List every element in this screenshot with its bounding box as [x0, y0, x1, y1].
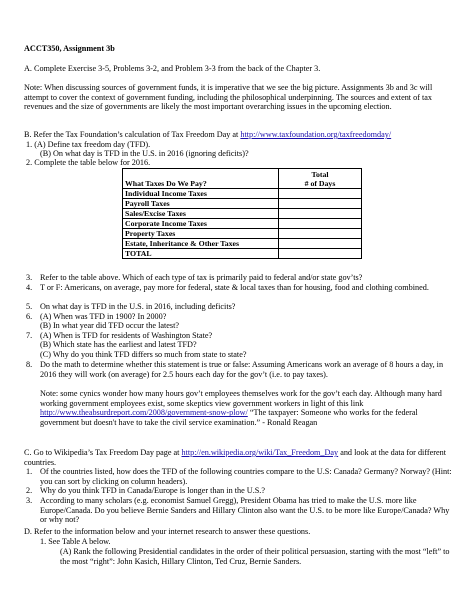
table-row: Individual Income Taxes	[123, 189, 362, 199]
b8-note: Note: some cynics wonder how many hours gov’t employees themselves work for the gov’t each day. Although many hard working government employees exist, some skeptics view government workers in light of this link http://www.theabsurdreport.com/2008/government-snow-plow/ “The taxpayer: Someone who works for the federal government but doesn't have to take the civil service examination.” - Ronald Reagan	[40, 389, 442, 428]
d1: 1. See Table A below.	[40, 537, 111, 546]
wikipedia-link[interactable]: http://en.wikipedia.org/wiki/Tax_Freedom_Day	[181, 448, 339, 457]
b7a: 7. (A) When is TFD for residents of Washington State?	[26, 331, 213, 340]
b7c: (C) Why do you think TFD differs so much from state to state?	[40, 350, 247, 359]
taxfoundation-link[interactable]: http://www.taxfoundation.org/taxfreedomday/	[240, 130, 392, 139]
days-cell[interactable]	[279, 249, 362, 259]
days-cell[interactable]	[279, 229, 362, 239]
assignment-title: ACCT350, Assignment 3b	[24, 44, 115, 53]
days-cell[interactable]	[279, 199, 362, 209]
b8: 8. Do the math to determine whether this statement is true or false: Assuming Americans work an average of 8 hours a day, in 2016 they will work (on average) for 2.5 hours each day for the gov’t (i.e. to pay taxes).	[26, 360, 444, 379]
part-d: D. Refer to the information below and your internet research to answer these questions.	[24, 527, 311, 536]
tax-table	[122, 168, 362, 259]
c3: 3. According to many scholars (e.g. economist Samuel Gregg), President Obama has tried to make the U.S. more like Europe/Canada. Do you believe Bernie Sanders and Hillary Clinton also want the U.S. to be more like Europe/Canada? Why or why not?	[26, 496, 450, 525]
table-row: Property Taxes	[123, 229, 362, 239]
b6a: 6. (A) When was TFD in 1900? In 2000?	[26, 312, 167, 321]
c1: 1. Of the countries listed, how does the TFD of the following countries compare to the U.S: Canada? Germany? Norway? (Hint: you can sort by clicking on column headers).	[26, 467, 452, 486]
b2: 2. Complete the table below for 2016.	[26, 158, 151, 167]
c2: 2. Why do you think TFD in Canada/Europe is longer than in the U.S.?	[26, 486, 265, 495]
table-row: TOTAL	[123, 249, 362, 259]
b1-a: 1. (A) Define tax freedom day (TFD).	[26, 140, 151, 149]
absurd-report-link[interactable]: http://www.theabsurdreport.com/2008/government-snow-plow/	[40, 408, 248, 418]
d1a: (A) Rank the following Presidential candidates in the order of their political persuasion, starting with the most “left” to the most “right”: John Kasich, Hillary Clinton, Ted Cruz, Bernie Sanders.	[60, 547, 450, 566]
days-cell[interactable]	[279, 209, 362, 219]
table-row: Corporate Income Taxes	[123, 219, 362, 229]
table-header-row	[123, 169, 362, 189]
part-b-intro: B. Refer the Tax Foundation’s calculation of Tax Freedom Day at http://www.taxfoundation.org/taxfreedomday/	[24, 130, 392, 139]
b5: 5. On what day is TFD in the U.S. in 2016, including deficits?	[26, 302, 236, 311]
part-a: A. Complete Exercise 3-5, Problems 3-2, and Problem 3-3 from the back of the Chapter 3.	[24, 64, 321, 73]
table-row: Sales/Excise Taxes	[123, 209, 362, 219]
table-header-col2: Total # of Days	[279, 169, 362, 189]
table-header-col1: What Taxes Do We Pay?	[123, 169, 279, 189]
days-cell[interactable]	[279, 219, 362, 229]
table-row: Estate, Inheritance & Other Taxes	[123, 239, 362, 249]
b3: 3. Refer to the table above. Which of each type of tax is primarily paid to federal and/or state gov’ts?	[26, 273, 363, 282]
b6b: (B) In what year did TFD occur the latest?	[40, 321, 179, 330]
b7b: (B) Which state has the earliest and latest TFD?	[40, 340, 197, 349]
table-row: Payroll Taxes	[123, 199, 362, 209]
note-paragraph: Note: When discussing sources of government funds, it is imperative that we see the big picture. Assignments 3b and 3c will attempt to cover the context of government funding, including the philosophical underpinning. The sources and extent of tax revenues and the size of governments are likely the most important overarching issues in the upcoming election.	[24, 83, 433, 112]
days-cell[interactable]	[279, 189, 362, 199]
part-c-intro: C. Go to Wikipedia’s Tax Freedom Day page at http://en.wikipedia.org/wiki/Tax_Freedom_Day and look at the data for different countries.	[24, 448, 446, 467]
b4: 4. T or F: Americans, on average, pay more for federal, state & local taxes than for housing, food and clothing combined.	[26, 283, 429, 292]
days-cell[interactable]	[279, 239, 362, 249]
b1-b: (B) On what day is TFD in the U.S. in 2016 (ignoring deficits)?	[40, 149, 249, 158]
